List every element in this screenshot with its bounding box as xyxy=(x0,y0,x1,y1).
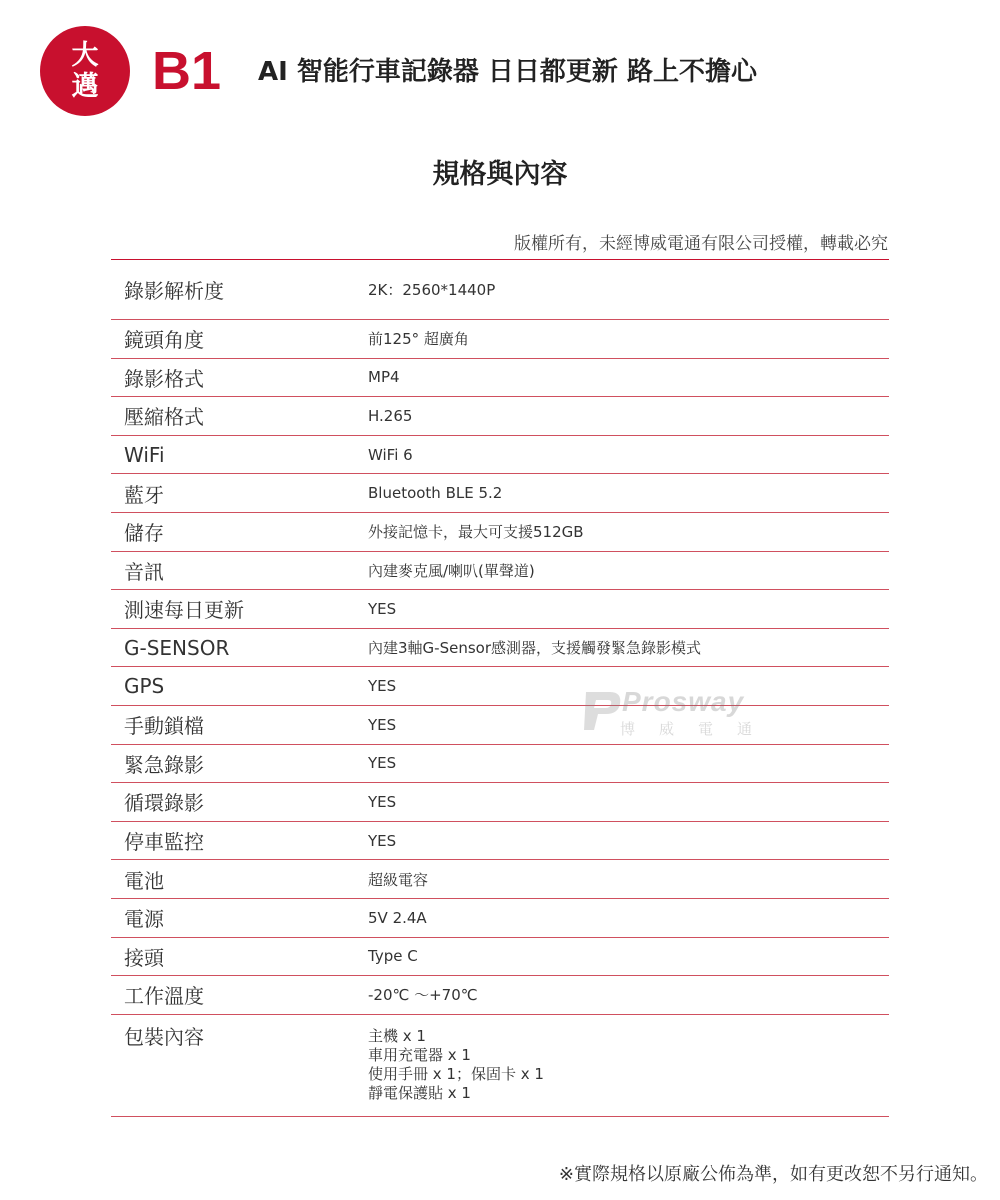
product-headline: AI 智能行車記錄器 日日都更新 路上不擔心 xyxy=(258,57,757,87)
spec-label: 錄影格式 xyxy=(124,366,204,391)
spec-row xyxy=(111,667,889,706)
spec-table xyxy=(111,259,889,1117)
spec-row xyxy=(111,552,889,591)
spec-label: 藍牙 xyxy=(124,482,164,507)
spec-label: 停車監控 xyxy=(124,830,204,855)
spec-label: GPS xyxy=(124,674,165,699)
brand-logo xyxy=(40,26,130,116)
logo-char-1: 大 xyxy=(71,40,99,71)
spec-row xyxy=(111,436,889,475)
spec-value: 超級電容 xyxy=(368,870,429,889)
spec-value: YES xyxy=(368,792,397,811)
spec-label: 手動鎖檔 xyxy=(124,714,204,739)
spec-label: 儲存 xyxy=(124,521,164,546)
spec-label: 緊急錄影 xyxy=(124,752,204,777)
model-name: B1 xyxy=(152,41,222,101)
logo-char-2: 邁 xyxy=(71,71,99,102)
spec-row xyxy=(111,513,889,552)
spec-value: H.265 xyxy=(368,406,413,425)
spec-row xyxy=(111,260,889,320)
spec-value: YES xyxy=(368,831,397,850)
spec-value: WiFi 6 xyxy=(368,445,413,464)
spec-label: G-SENSOR xyxy=(124,635,230,660)
spec-row xyxy=(111,1015,889,1117)
spec-value: MP4 xyxy=(368,368,400,387)
spec-label: 錄影解析度 xyxy=(124,279,224,303)
spec-label: 音訊 xyxy=(124,559,164,584)
spec-row xyxy=(111,320,889,359)
spec-value: Type C xyxy=(368,947,418,966)
copyright-notice: 版權所有，未經博威電通有限公司授權，轉載必究 xyxy=(514,234,888,254)
spec-label: 包裝內容 xyxy=(124,1024,204,1049)
spec-row xyxy=(111,590,889,629)
section-title: 規格與內容 xyxy=(432,159,568,190)
spec-value: 2K：2560*1440P xyxy=(368,281,496,299)
spec-value: -20℃ ～+70℃ xyxy=(368,986,478,1005)
spec-row xyxy=(111,359,889,398)
spec-label: 工作溫度 xyxy=(124,984,204,1009)
watermark-brand-zh: 博威電通 xyxy=(620,720,777,738)
spec-row xyxy=(111,397,889,436)
spec-value: YES xyxy=(368,715,397,734)
spec-label: WiFi xyxy=(124,442,165,467)
spec-label: 循環錄影 xyxy=(124,791,204,816)
spec-value: Bluetooth BLE 5.2 xyxy=(368,484,503,503)
footnote: ※實際規格以原廠公佈為準，如有更改恕不另行通知。 xyxy=(558,1164,988,1185)
spec-row xyxy=(111,938,889,977)
spec-value: 內建麥克風/喇叭(單聲道) xyxy=(368,561,535,580)
spec-row xyxy=(111,629,889,668)
spec-row xyxy=(111,899,889,938)
spec-value: YES xyxy=(368,599,397,618)
spec-row xyxy=(111,783,889,822)
spec-row xyxy=(111,976,889,1015)
spec-row xyxy=(111,860,889,899)
spec-value: 前125° 超廣角 xyxy=(368,330,469,349)
spec-row xyxy=(111,745,889,784)
spec-label: 電池 xyxy=(124,868,164,893)
spec-label: 電源 xyxy=(124,907,164,932)
spec-label: 測速每日更新 xyxy=(124,598,244,623)
spec-value: 內建3軸G-Sensor感測器，支援觸發緊急錄影模式 xyxy=(368,639,701,658)
spec-value: YES xyxy=(368,754,397,773)
spec-label: 壓縮格式 xyxy=(124,405,204,430)
spec-label: 鏡頭角度 xyxy=(124,328,204,353)
spec-row xyxy=(111,474,889,513)
spec-value: 主機 x 1 車用充電器 x 1 使用手冊 x 1；保固卡 x 1 靜電保護貼 x 1 xyxy=(368,1026,544,1102)
spec-row xyxy=(111,822,889,861)
watermark-brand-en: Prosway xyxy=(622,686,745,717)
spec-value: 外接記憶卡，最大可支援512GB xyxy=(368,523,584,542)
spec-value: YES xyxy=(368,677,397,696)
spec-value: 5V 2.4A xyxy=(368,908,427,927)
spec-label: 接頭 xyxy=(124,945,164,970)
